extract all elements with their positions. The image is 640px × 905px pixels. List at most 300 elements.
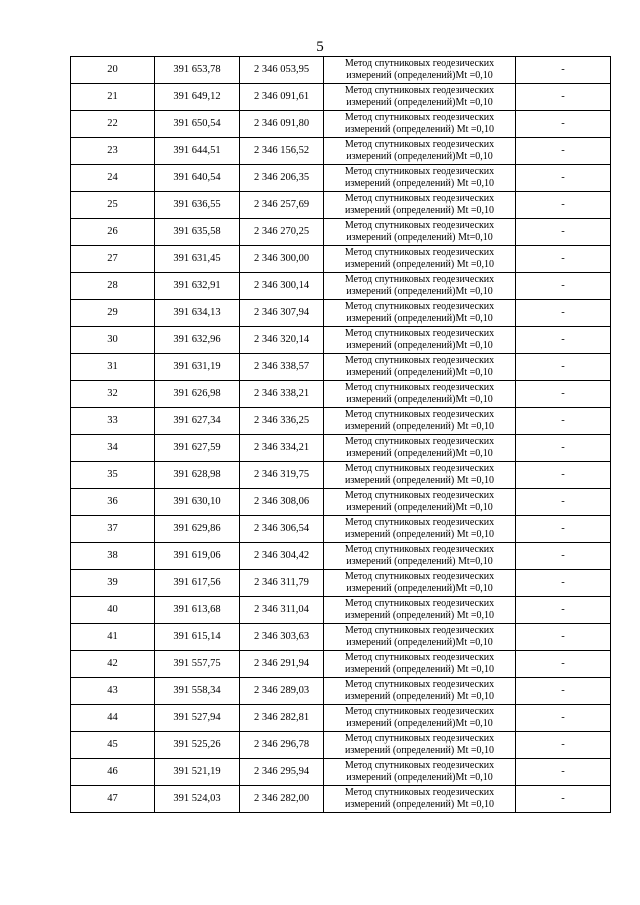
x-coordinate-cell [155,624,240,651]
method-line-2: измерений (определений)Mt =0,10 [346,394,493,405]
note-cell [516,489,611,516]
table-row [71,597,611,624]
note: - [561,793,565,804]
x-coordinate-cell [155,381,240,408]
note-cell [516,381,611,408]
y-coordinate: 2 346 282,00 [253,793,310,804]
note-cell [516,597,611,624]
x-coordinate-cell [155,651,240,678]
y-coordinate: 2 346 206,35 [253,172,310,183]
table-row [71,435,611,462]
point-number: 34 [107,442,118,453]
point-number: 41 [107,631,118,642]
table-row [71,219,611,246]
method-line-1: Метод спутниковых геодезических [344,598,495,609]
x-coordinate: 391 627,34 [173,415,221,426]
table-row [71,138,611,165]
method-line-2: измерений (определений) Mt =0,10 [344,259,495,270]
method-line-1: Метод спутниковых геодезических [344,247,495,258]
x-coordinate-cell [155,462,240,489]
note: - [561,631,565,642]
method-line-1: Метод спутниковых геодезических [344,463,495,474]
point-number: 31 [107,361,118,372]
method-line-1: Метод спутниковых геодезических [344,760,495,771]
note: - [561,577,565,588]
coordinates-table [70,56,611,813]
x-coordinate-cell [155,165,240,192]
point-number: 22 [107,118,118,129]
y-coordinate: 2 346 334,21 [253,442,310,453]
y-coordinate-cell [240,651,324,678]
y-coordinate-cell [240,246,324,273]
x-coordinate: 391 631,45 [173,253,221,264]
x-coordinate-cell [155,300,240,327]
x-coordinate: 391 649,12 [173,91,221,102]
note: - [561,199,565,210]
y-coordinate: 2 346 308,06 [253,496,310,507]
y-coordinate-cell [240,111,324,138]
table-row [71,111,611,138]
y-coordinate-cell [240,543,324,570]
method-cell [324,381,516,408]
method-line-1: Метод спутниковых геодезических [344,436,495,447]
method-cell [324,84,516,111]
y-coordinate-cell [240,381,324,408]
note-cell [516,408,611,435]
point-number: 33 [107,415,118,426]
x-coordinate: 391 653,78 [173,64,221,75]
note-cell [516,651,611,678]
method-line-2: измерений (определений)Mt =0,10 [346,718,493,729]
method-line-1: Метод спутниковых геодезических [344,490,495,501]
table-row [71,246,611,273]
page-number: 5 [316,39,324,55]
point-number: 23 [107,145,118,156]
method-line-2: измерений (определений) Mt =0,10 [344,664,495,675]
table-row [71,570,611,597]
y-coordinate: 2 346 311,79 [254,577,309,588]
method-line-1: Метод спутниковых геодезических [344,652,495,663]
point-number-cell [71,408,155,435]
x-coordinate: 391 524,03 [173,793,221,804]
method-cell [324,192,516,219]
method-line-1: Метод спутниковых геодезических [344,706,495,717]
method-line-2: измерений (определений)Mt =0,10 [346,583,493,594]
x-coordinate-cell [155,219,240,246]
point-number-cell [71,192,155,219]
table-row [71,786,611,813]
x-coordinate: 391 627,59 [173,442,221,453]
method-line-2: измерений (определений) Mt=0,10 [346,232,493,243]
y-coordinate-cell [240,570,324,597]
point-number: 38 [107,550,118,561]
note: - [561,766,565,777]
x-coordinate: 391 629,86 [173,523,221,534]
x-coordinate-cell [155,732,240,759]
point-number: 28 [107,280,118,291]
point-number-cell [71,543,155,570]
point-number: 32 [107,388,118,399]
note-cell [516,543,611,570]
point-number: 45 [107,739,118,750]
x-coordinate-cell [155,489,240,516]
y-coordinate-cell [240,327,324,354]
method-cell [324,624,516,651]
method-cell [324,678,516,705]
point-number: 40 [107,604,118,615]
method-line-1: Метод спутниковых геодезических [344,328,495,339]
x-coordinate-cell [155,138,240,165]
method-cell [324,246,516,273]
y-coordinate-cell [240,408,324,435]
x-coordinate-cell [155,57,240,84]
y-coordinate-cell [240,624,324,651]
x-coordinate-cell [155,786,240,813]
point-number-cell [71,624,155,651]
note: - [561,658,565,669]
note: - [561,739,565,750]
point-number: 25 [107,199,118,210]
method-line-1: Метод спутниковых геодезических [344,625,495,636]
method-line-1: Метод спутниковых геодезических [344,193,495,204]
note-cell [516,138,611,165]
y-coordinate-cell [240,273,324,300]
table-row [71,759,611,786]
method-line-1: Метод спутниковых геодезических [344,58,495,69]
y-coordinate: 2 346 338,57 [253,361,310,372]
note-cell [516,57,611,84]
method-line-1: Метод спутниковых геодезических [344,517,495,528]
method-line-1: Метод спутниковых геодезических [344,733,495,744]
note-cell [516,678,611,705]
note-cell [516,786,611,813]
x-coordinate: 391 644,51 [173,145,221,156]
point-number: 27 [107,253,118,264]
note: - [561,685,565,696]
point-number-cell [71,435,155,462]
note-cell [516,624,611,651]
point-number: 39 [107,577,118,588]
y-coordinate: 2 346 303,63 [253,631,310,642]
method-line-2: измерений (определений)Mt =0,10 [346,151,493,162]
note-cell [516,759,611,786]
point-number: 35 [107,469,118,480]
point-number: 46 [107,766,118,777]
method-cell [324,462,516,489]
point-number: 44 [107,712,118,723]
coordinates-table-body [71,57,611,813]
method-cell [324,651,516,678]
point-number-cell [71,219,155,246]
x-coordinate-cell [155,327,240,354]
point-number: 30 [107,334,118,345]
table-row [71,192,611,219]
point-number: 37 [107,523,118,534]
method-line-1: Метод спутниковых геодезических [344,166,495,177]
x-coordinate: 391 640,54 [173,172,221,183]
note: - [561,604,565,615]
method-line-2: измерений (определений) Mt =0,10 [344,529,495,540]
method-cell [324,435,516,462]
note: - [561,145,565,156]
x-coordinate-cell [155,516,240,543]
y-coordinate: 2 346 319,75 [253,469,310,480]
x-coordinate-cell [155,597,240,624]
method-cell [324,705,516,732]
note: - [561,307,565,318]
point-number-cell [71,705,155,732]
y-coordinate-cell [240,516,324,543]
note-cell [516,111,611,138]
note: - [561,415,565,426]
method-line-1: Метод спутниковых геодезических [344,382,495,393]
y-coordinate: 2 346 320,14 [253,334,310,345]
table-row [71,300,611,327]
method-line-1: Метод спутниковых геодезических [344,139,495,150]
y-coordinate-cell [240,759,324,786]
note: - [561,91,565,102]
point-number: 42 [107,658,118,669]
note: - [561,712,565,723]
note: - [561,280,565,291]
method-cell [324,111,516,138]
note: - [561,361,565,372]
x-coordinate-cell [155,408,240,435]
point-number-cell [71,462,155,489]
table-row [71,516,611,543]
y-coordinate: 2 346 291,94 [253,658,310,669]
note-cell [516,246,611,273]
table-row [71,462,611,489]
note-cell [516,165,611,192]
x-coordinate: 391 557,75 [173,658,221,669]
y-coordinate: 2 346 304,42 [253,550,310,561]
point-number: 47 [107,793,118,804]
y-coordinate-cell [240,462,324,489]
table-row [71,678,611,705]
point-number: 24 [107,172,118,183]
note: - [561,388,565,399]
point-number-cell [71,759,155,786]
y-coordinate-cell [240,705,324,732]
x-coordinate-cell [155,273,240,300]
x-coordinate: 391 632,96 [173,334,221,345]
method-cell [324,57,516,84]
point-number: 21 [107,91,118,102]
method-cell [324,543,516,570]
y-coordinate-cell [240,786,324,813]
point-number-cell [71,354,155,381]
y-coordinate-cell [240,597,324,624]
x-coordinate-cell [155,111,240,138]
method-line-2: измерений (определений)Mt =0,10 [346,448,493,459]
method-line-2: измерений (определений) Mt =0,10 [344,421,495,432]
x-coordinate-cell [155,192,240,219]
note-cell [516,732,611,759]
point-number-cell [71,111,155,138]
note: - [561,64,565,75]
y-coordinate-cell [240,300,324,327]
x-coordinate: 391 527,94 [173,712,221,723]
x-coordinate: 391 650,54 [173,118,221,129]
y-coordinate-cell [240,732,324,759]
method-cell [324,138,516,165]
note-cell [516,273,611,300]
method-cell [324,489,516,516]
method-line-1: Метод спутниковых геодезических [344,274,495,285]
x-coordinate-cell [155,759,240,786]
y-coordinate-cell [240,138,324,165]
point-number-cell [71,84,155,111]
point-number-cell [71,381,155,408]
method-line-1: Метод спутниковых геодезических [344,544,495,555]
note-cell [516,435,611,462]
y-coordinate-cell [240,165,324,192]
table-row [71,165,611,192]
method-cell [324,273,516,300]
point-number: 26 [107,226,118,237]
method-cell [324,408,516,435]
method-line-2: измерений (определений) Mt =0,10 [344,610,495,621]
point-number-cell [71,570,155,597]
method-line-1: Метод спутниковых геодезических [344,409,495,420]
method-cell [324,300,516,327]
y-coordinate: 2 346 295,94 [253,766,310,777]
method-line-1: Метод спутниковых геодезических [344,112,495,123]
x-coordinate: 391 628,98 [173,469,221,480]
method-cell [324,327,516,354]
x-coordinate: 391 617,56 [173,577,221,588]
table-row [71,354,611,381]
x-coordinate-cell [155,570,240,597]
y-coordinate-cell [240,678,324,705]
table-row [71,543,611,570]
note-cell [516,192,611,219]
method-line-2: измерений (определений)Mt =0,10 [346,97,493,108]
table-row [71,732,611,759]
note: - [561,253,565,264]
point-number-cell [71,516,155,543]
y-coordinate: 2 346 270,25 [253,226,310,237]
table-row [71,489,611,516]
y-coordinate-cell [240,219,324,246]
point-number-cell [71,273,155,300]
note-cell [516,705,611,732]
y-coordinate: 2 346 300,14 [253,280,310,291]
point-number: 29 [107,307,118,318]
y-coordinate: 2 346 091,80 [253,118,310,129]
x-coordinate-cell [155,705,240,732]
method-line-1: Метод спутниковых геодезических [344,355,495,366]
method-cell [324,570,516,597]
point-number-cell [71,138,155,165]
method-line-2: измерений (определений)Mt =0,10 [346,313,493,324]
method-line-2: измерений (определений)Mt =0,10 [346,70,493,81]
method-cell [324,219,516,246]
point-number: 43 [107,685,118,696]
note-cell [516,462,611,489]
note: - [561,550,565,561]
method-line-2: измерений (определений)Mt =0,10 [346,772,493,783]
x-coordinate-cell [155,354,240,381]
y-coordinate: 2 346 282,81 [253,712,310,723]
note-cell [516,570,611,597]
method-cell [324,165,516,192]
method-line-2: измерений (определений) Mt =0,10 [344,205,495,216]
method-line-2: измерений (определений) Mt =0,10 [344,124,495,135]
table-row [71,57,611,84]
y-coordinate: 2 346 306,54 [253,523,310,534]
note: - [561,496,565,507]
table-row [71,327,611,354]
method-cell [324,516,516,543]
point-number-cell [71,597,155,624]
x-coordinate: 391 631,19 [173,361,221,372]
y-coordinate-cell [240,84,324,111]
x-coordinate-cell [155,84,240,111]
x-coordinate: 391 613,68 [173,604,221,615]
method-cell [324,786,516,813]
note-cell [516,219,611,246]
method-line-1: Метод спутниковых геодезических [344,301,495,312]
table-row [71,408,611,435]
x-coordinate-cell [155,543,240,570]
method-line-2: измерений (определений)Mt =0,10 [346,637,493,648]
method-line-2: измерений (определений)Mt =0,10 [346,502,493,513]
x-coordinate: 391 525,26 [173,739,221,750]
method-line-2: измерений (определений)Mt =0,10 [346,340,493,351]
method-cell [324,597,516,624]
note-cell [516,84,611,111]
y-coordinate: 2 346 289,03 [253,685,310,696]
point-number-cell [71,300,155,327]
x-coordinate: 391 558,34 [173,685,221,696]
note: - [561,118,565,129]
note-cell [516,300,611,327]
method-cell [324,354,516,381]
x-coordinate-cell [155,246,240,273]
note: - [561,523,565,534]
method-line-1: Метод спутниковых геодезических [344,571,495,582]
x-coordinate: 391 632,91 [173,280,221,291]
point-number: 36 [107,496,118,507]
y-coordinate: 2 346 257,69 [253,199,310,210]
table-row [71,651,611,678]
method-cell [324,732,516,759]
point-number-cell [71,678,155,705]
method-line-2: измерений (определений) Mt =0,10 [344,745,495,756]
y-coordinate-cell [240,489,324,516]
x-coordinate: 391 635,58 [173,226,221,237]
method-line-2: измерений (определений) Mt =0,10 [344,475,495,486]
y-coordinate-cell [240,354,324,381]
x-coordinate: 391 636,55 [173,199,221,210]
point-number-cell [71,327,155,354]
y-coordinate: 2 346 156,52 [253,145,310,156]
y-coordinate: 2 346 300,00 [253,253,310,264]
point-number-cell [71,165,155,192]
method-line-2: измерений (определений)Mt =0,10 [346,367,493,378]
method-line-2: измерений (определений)Mt =0,10 [346,286,493,297]
y-coordinate-cell [240,192,324,219]
method-line-2: измерений (определений) Mt =0,10 [344,799,495,810]
method-line-1: Метод спутниковых геодезических [344,220,495,231]
x-coordinate: 391 615,14 [173,631,221,642]
method-line-1: Метод спутниковых геодезических [344,85,495,96]
x-coordinate: 391 630,10 [173,496,221,507]
x-coordinate: 391 521,19 [173,766,221,777]
y-coordinate-cell [240,57,324,84]
